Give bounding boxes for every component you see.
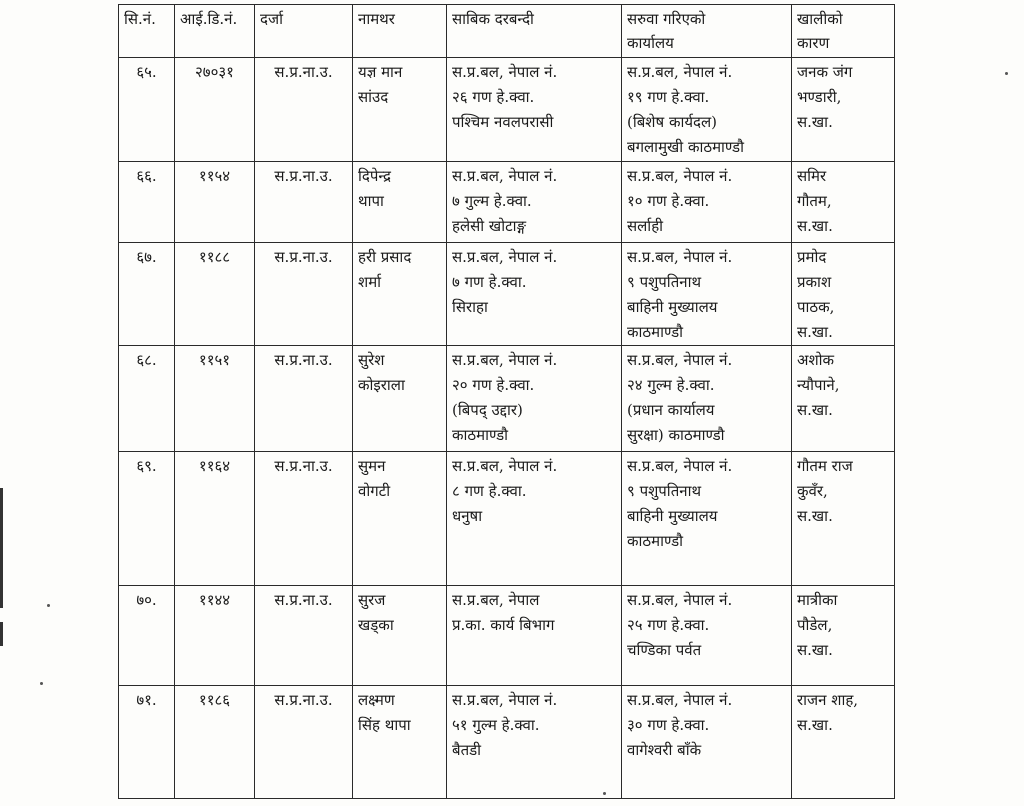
cell-transferred-office-line: स.प्र.बल, नेपाल नं. [627, 591, 733, 609]
transfer-table [118, 4, 895, 799]
cell-id-number: ११५४ [175, 162, 255, 243]
cell-name [353, 243, 447, 346]
table-row [119, 58, 895, 162]
cell-previous-post-line: स.प्र.बल, नेपाल नं. [452, 167, 558, 185]
cell-vacancy-reason-line: गौतम, [797, 192, 832, 210]
cell-vacancy-reason-line: स.खा. [797, 323, 833, 341]
header-name: नामथर [353, 5, 447, 58]
cell-vacancy-reason-line: प्रमोद [797, 248, 827, 266]
scan-speck [47, 604, 50, 607]
cell-previous-post-line: स.प्र.बल, नेपाल नं. [452, 691, 558, 709]
scan-edge-mark [0, 622, 3, 646]
cell-vacancy-reason-line: स.खा. [797, 507, 833, 525]
header-vacancy-reason-line: खालीको [797, 10, 843, 28]
cell-vacancy-reason-line: भण्डारी, [797, 88, 842, 106]
cell-vacancy-reason [792, 58, 895, 162]
cell-transferred-office-line: ९ पशुपतिनाथ [627, 273, 702, 291]
cell-transferred-office-line: सुरक्षा) काठमाण्डौ [627, 426, 725, 444]
cell-previous-post-line: ८ गण हे.क्वा. [452, 482, 527, 500]
table-header-row [119, 5, 895, 58]
cell-transferred-office-line: १० गण हे.क्वा. [627, 192, 710, 210]
cell-serial-number: ७१. [119, 686, 175, 799]
cell-previous-post-line: ७ गुल्म हे.क्वा. [452, 192, 532, 210]
cell-vacancy-reason-line: गौतम राज [797, 457, 853, 475]
cell-name-line: सुरेश [358, 351, 385, 369]
cell-name-line: थापा [358, 192, 384, 210]
cell-vacancy-reason [792, 346, 895, 452]
cell-rank: स.प्र.ना.उ. [255, 452, 353, 586]
table-row [119, 346, 895, 452]
cell-vacancy-reason [792, 586, 895, 686]
cell-name [353, 586, 447, 686]
cell-id-number: ११८६ [175, 686, 255, 799]
cell-rank: स.प्र.ना.उ. [255, 586, 353, 686]
cell-vacancy-reason-line: स.खा. [797, 641, 833, 659]
cell-id-number: २७०३१ [175, 58, 255, 162]
cell-previous-post [447, 162, 622, 243]
cell-previous-post [447, 586, 622, 686]
header-rank: दर्जा [255, 5, 353, 58]
cell-transferred-office [622, 686, 792, 799]
cell-previous-post-line: हलेसी खोटाङ्ग [452, 217, 527, 235]
cell-name-line: सुमन [358, 457, 386, 475]
cell-previous-post-line: स.प्र.बल, नेपाल नं. [452, 248, 558, 266]
cell-transferred-office-line: सर्लाही [627, 217, 664, 235]
cell-previous-post-line: स.प्र.बल, नेपाल नं. [452, 351, 558, 369]
cell-transferred-office [622, 162, 792, 243]
cell-serial-number: ७०. [119, 586, 175, 686]
cell-transferred-office [622, 586, 792, 686]
cell-name-line: हरी प्रसाद [358, 248, 412, 266]
cell-serial-number: ६९. [119, 452, 175, 586]
cell-serial-number: ६८. [119, 346, 175, 452]
header-transferred-office [622, 5, 792, 58]
cell-previous-post-line: ५१ गुल्म हे.क्वा. [452, 716, 540, 734]
cell-id-number: ११६४ [175, 452, 255, 586]
table-row [119, 243, 895, 346]
cell-name [353, 452, 447, 586]
cell-transferred-office-line: १९ गण हे.क्वा. [627, 88, 710, 106]
cell-vacancy-reason [792, 243, 895, 346]
cell-name-line: वोगटी [358, 482, 391, 500]
header-serial-number: सि.नं. [119, 5, 175, 58]
header-previous-post: साबिक दरबन्दी [447, 5, 622, 58]
header-id-number: आई.डि.नं. [175, 5, 255, 58]
cell-vacancy-reason-line: मात्रीका [797, 591, 838, 609]
cell-vacancy-reason-line: जनक जंग [797, 63, 853, 81]
cell-transferred-office-line: (बिशेष कार्यदल) [627, 113, 718, 131]
cell-transferred-office-line: काठमाण्डौ [627, 323, 684, 341]
cell-id-number: ११४४ [175, 586, 255, 686]
cell-transferred-office-line: काठमाण्डौ [627, 532, 684, 550]
cell-transferred-office [622, 346, 792, 452]
cell-previous-post-line: प्र.का. कार्य बिभाग [452, 616, 555, 634]
cell-transferred-office-line: स.प्र.बल, नेपाल नं. [627, 248, 733, 266]
cell-name-line: शर्मा [358, 273, 382, 291]
cell-previous-post-line: (बिपद् उद्दार) [452, 401, 523, 419]
scan-speck [40, 682, 43, 685]
cell-previous-post [447, 686, 622, 799]
cell-transferred-office-line: बाहिनी मुख्यालय [627, 298, 718, 316]
cell-name [353, 686, 447, 799]
cell-vacancy-reason [792, 162, 895, 243]
cell-previous-post-line: बैतडी [452, 741, 482, 759]
cell-id-number: ११५१ [175, 346, 255, 452]
cell-transferred-office-line: बाहिनी मुख्यालय [627, 507, 718, 525]
header-vacancy-reason-line: कारण [797, 34, 830, 52]
cell-name [353, 162, 447, 243]
cell-vacancy-reason-line: समिर [797, 167, 827, 185]
cell-vacancy-reason-line: स.खा. [797, 113, 833, 131]
cell-serial-number: ६५. [119, 58, 175, 162]
cell-transferred-office-line: (प्रधान कार्यालय [627, 401, 715, 419]
cell-previous-post [447, 452, 622, 586]
cell-vacancy-reason-line: राजन शाह, [797, 691, 859, 709]
cell-previous-post-line: सिराहा [452, 298, 488, 316]
cell-previous-post [447, 346, 622, 452]
cell-id-number: ११८८ [175, 243, 255, 346]
cell-name-line: लक्ष्मण [358, 691, 395, 709]
header-transferred-office-line: कार्यालय [627, 34, 674, 52]
cell-transferred-office [622, 58, 792, 162]
table-body [119, 58, 895, 799]
table-row [119, 686, 895, 799]
cell-vacancy-reason-line: प्रकाश [797, 273, 832, 291]
cell-previous-post-line: काठमाण्डौ [452, 426, 509, 444]
cell-transferred-office-line: स.प्र.बल, नेपाल नं. [627, 457, 733, 475]
scan-edge-mark [0, 488, 3, 608]
cell-transferred-office-line: २५ गण हे.क्वा. [627, 616, 710, 634]
cell-previous-post-line: स.प्र.बल, नेपाल नं. [452, 63, 558, 81]
cell-vacancy-reason [792, 686, 895, 799]
cell-rank: स.प्र.ना.उ. [255, 58, 353, 162]
cell-vacancy-reason-line: न्यौपाने, [797, 376, 840, 394]
cell-name-line: दिपेन्द्र [358, 167, 391, 185]
cell-vacancy-reason-line: कुवँर, [797, 482, 828, 500]
scan-speck [1005, 72, 1008, 75]
cell-previous-post-line: ७ गण हे.क्वा. [452, 273, 527, 291]
cell-transferred-office-line: बगलामुखी काठमाण्डौ [627, 138, 744, 156]
table-row [119, 452, 895, 586]
cell-vacancy-reason-line: पाठक, [797, 298, 835, 316]
cell-transferred-office-line: ३० गण हे.क्वा. [627, 716, 710, 734]
cell-vacancy-reason-line: स.खा. [797, 217, 833, 235]
cell-serial-number: ६६. [119, 162, 175, 243]
cell-name-line: सिंह थापा [358, 716, 411, 734]
cell-vacancy-reason [792, 452, 895, 586]
cell-name-line: खड्का [358, 616, 394, 634]
cell-name-line: सुरज [358, 591, 386, 609]
cell-previous-post-line: धनुषा [452, 507, 483, 525]
cell-transferred-office-line: स.प्र.बल, नेपाल नं. [627, 691, 733, 709]
cell-serial-number: ६७. [119, 243, 175, 346]
cell-previous-post [447, 58, 622, 162]
cell-previous-post-line: २६ गण हे.क्वा. [452, 88, 535, 106]
cell-transferred-office-line: स.प्र.बल, नेपाल नं. [627, 63, 733, 81]
cell-vacancy-reason-line: स.खा. [797, 401, 833, 419]
cell-name-line: कोइराला [358, 376, 405, 394]
cell-name-line: यज्ञ मान [358, 63, 403, 81]
table-row [119, 586, 895, 686]
cell-transferred-office [622, 243, 792, 346]
cell-previous-post-line: स.प्र.बल, नेपाल [452, 591, 540, 609]
cell-vacancy-reason-line: स.खा. [797, 716, 833, 734]
cell-previous-post [447, 243, 622, 346]
cell-rank: स.प्र.ना.उ. [255, 346, 353, 452]
cell-transferred-office-line: चण्डिका पर्वत [627, 641, 702, 659]
cell-transferred-office-line: स.प्र.बल, नेपाल नं. [627, 351, 733, 369]
cell-vacancy-reason-line: पौडेल, [797, 616, 833, 634]
cell-transferred-office-line: २४ गुल्म हे.क्वा. [627, 376, 715, 394]
header-transferred-office-line: सरुवा गरिएको [627, 10, 706, 28]
cell-transferred-office [622, 452, 792, 586]
table-row [119, 162, 895, 243]
header-vacancy-reason [792, 5, 895, 58]
cell-vacancy-reason-line: अशोक [797, 351, 835, 369]
cell-transferred-office-line: स.प्र.बल, नेपाल नं. [627, 167, 733, 185]
cell-rank: स.प्र.ना.उ. [255, 243, 353, 346]
cell-previous-post-line: स.प्र.बल, नेपाल नं. [452, 457, 558, 475]
cell-transferred-office-line: ९ पशुपतिनाथ [627, 482, 702, 500]
cell-name-line: सांउद [358, 88, 389, 106]
cell-transferred-office-line: वागेश्वरी बाँके [627, 741, 702, 759]
cell-name [353, 346, 447, 452]
cell-previous-post-line: २० गण हे.क्वा. [452, 376, 535, 394]
cell-rank: स.प्र.ना.उ. [255, 686, 353, 799]
cell-name [353, 58, 447, 162]
cell-rank: स.प्र.ना.उ. [255, 162, 353, 243]
cell-previous-post-line: पश्चिम नवलपरासी [452, 113, 554, 131]
